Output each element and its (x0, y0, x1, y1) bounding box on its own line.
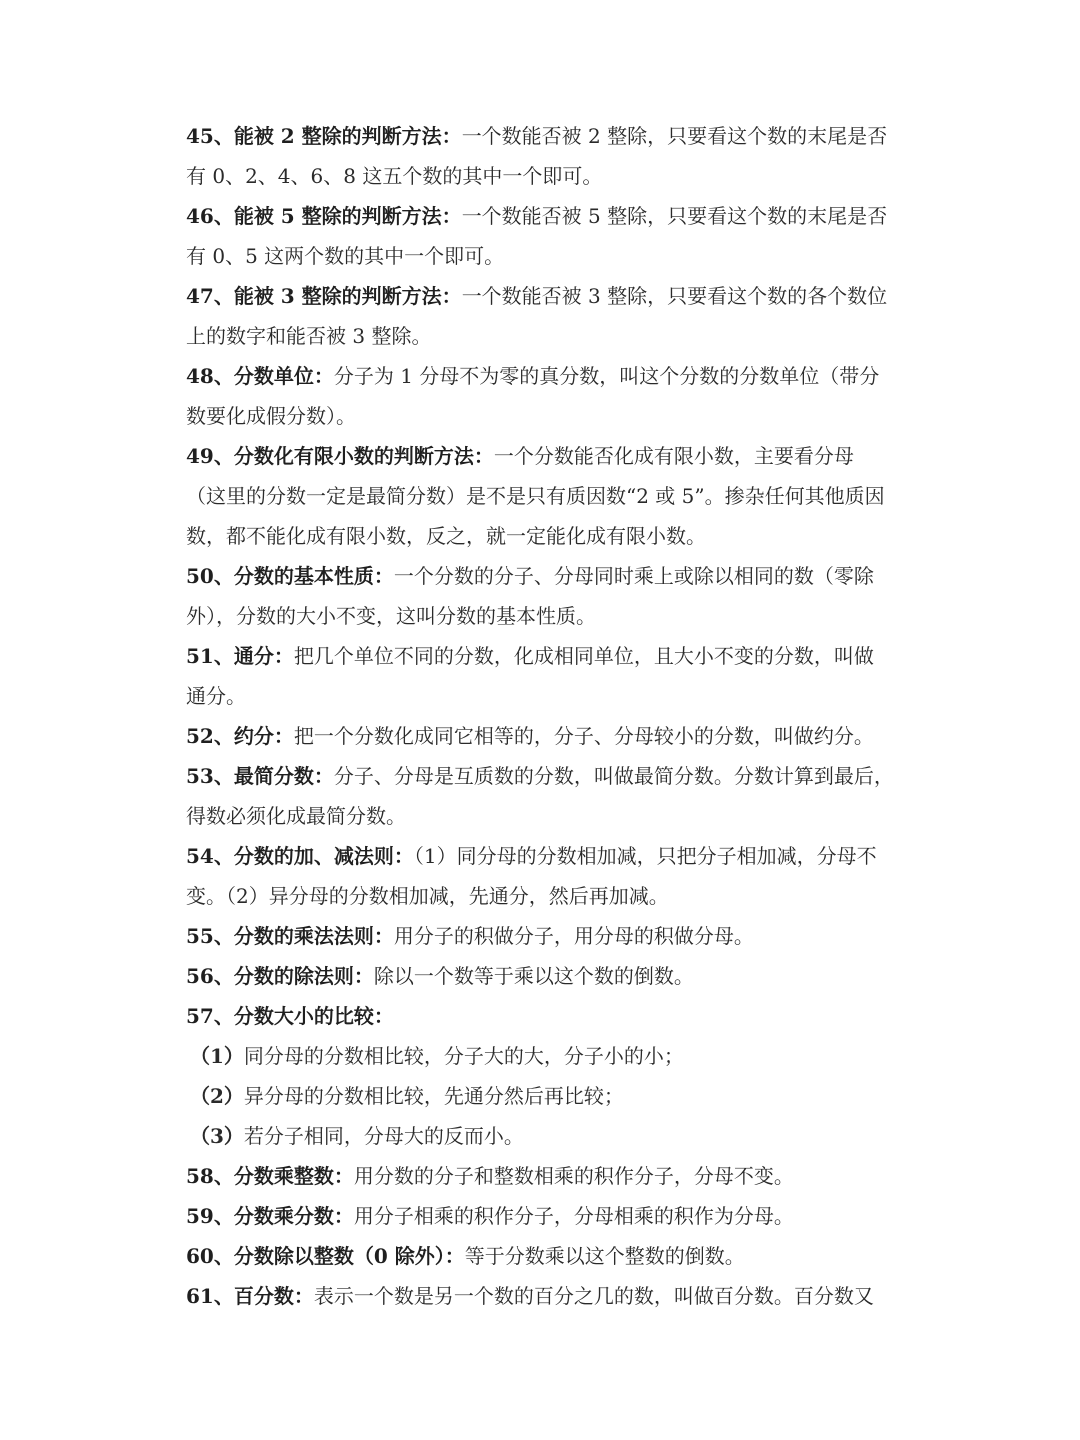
comparison-rule-2 (186, 1076, 896, 1116)
item-50-text: 一个分数的分子、分母同时乘上或除以相同的数（零除 (393, 564, 874, 588)
item-50-line-2: 外），分数的大小不变，这叫分数的基本性质。 (186, 604, 596, 628)
item-48-line-2: 数要化成假分数）。 (186, 404, 356, 428)
item-50-term: 50、分数的基本性质： (186, 564, 394, 588)
item-53-line-1 (186, 756, 896, 796)
item-46-line-1 (186, 196, 896, 236)
item-55-text: 用分子的积做分子，用分母的积做分母。 (393, 924, 754, 948)
item-59-text: 用分子相乘的积作分子，分母相乘的积作为分母。 (353, 1204, 794, 1228)
item-47-line-2: 上的数字和能否被 3 整除。 (186, 324, 432, 348)
item-45-term: 45、能被 2 整除的判断方法： (186, 124, 462, 148)
item-51-line-2: 通分。 (186, 684, 246, 708)
item-59-line-1 (186, 1196, 896, 1236)
item-47-term: 47、能被 3 整除的判断方法： (186, 284, 462, 308)
item-46-text: 一个数能否被 5 整除，只要看这个数的末尾是否 (461, 204, 888, 228)
item-57-line-1 (186, 996, 896, 1036)
item-53-line-2: 得数必须化成最简分数。 (186, 804, 406, 828)
item-53-term: 53、最简分数： (186, 764, 334, 788)
comparison-rule-1-num: （1） (190, 1044, 244, 1068)
item-46-term: 46、能被 5 整除的判断方法： (186, 204, 462, 228)
item-48-text: 分子为 1 分母不为零的真分数，叫这个分数的分数单位（带分 (333, 364, 880, 388)
item-48-term: 48、分数单位： (186, 364, 334, 388)
item-52-line-1 (186, 716, 896, 756)
item-51-line-1 (186, 636, 896, 676)
item-51-term: 51、通分： (186, 644, 294, 668)
item-49-text: 一个分数能否化成有限小数，主要看分母 (493, 444, 854, 468)
comparison-rule-2-text: 异分母的分数相比较，先通分然后再比较； (243, 1084, 624, 1108)
item-56-line-1 (186, 956, 896, 996)
item-58-line-1 (186, 1156, 896, 1196)
item-55-term: 55、分数的乘法法则： (186, 924, 394, 948)
item-49-line-1 (186, 436, 896, 476)
item-49-line-3: 数，都不能化成有限小数，反之，就一定能化成有限小数。 (186, 524, 706, 548)
item-53-text: 分子、分母是互质数的分数，叫做最简分数。分数计算到最后， (333, 764, 894, 788)
item-45-text: 一个数能否被 2 整除，只要看这个数的末尾是否 (461, 124, 888, 148)
item-60-text: 等于分数乘以这个整数的倒数。 (464, 1244, 745, 1268)
item-47-text: 一个数能否被 3 整除，只要看这个数的各个数位 (461, 284, 888, 308)
comparison-rule-3-text: 若分子相同，分母大的反而小。 (243, 1124, 524, 1148)
comparison-rule-1 (186, 1036, 896, 1076)
item-60-line-1 (186, 1236, 896, 1276)
item-54-line-1 (186, 836, 896, 876)
item-61-line-1 (186, 1276, 896, 1316)
item-55-line-1 (186, 916, 896, 956)
item-54-text: （1）同分母的分数相加减，只把分子相加减，分母不 (413, 844, 877, 868)
item-49-term: 49、分数化有限小数的判断方法： (186, 444, 494, 468)
item-47-line-1 (186, 276, 896, 316)
item-56-text: 除以一个数等于乘以这个数的倒数。 (373, 964, 694, 988)
item-45-line-1 (186, 116, 896, 156)
comparison-rule-1-text: 同分母的分数相比较，分子大的大，分子小的小； (243, 1044, 684, 1068)
item-58-term: 58、分数乘整数： (186, 1164, 354, 1188)
item-58-text: 用分数的分子和整数相乘的积作分子，分母不变。 (353, 1164, 794, 1188)
comparison-rule-3 (186, 1116, 896, 1156)
item-49-line-2: （这里的分数一定是最简分数）是不是只有质因数“2 或 5”。掺杂任何其他质因 (186, 484, 885, 508)
document-page (186, 116, 896, 1316)
item-46-line-2: 有 0、5 这两个数的其中一个即可。 (186, 244, 505, 268)
item-54-line-2: 变。（2）异分母的分数相加减，先通分，然后再加减。 (186, 884, 669, 908)
item-52-term: 52、约分： (186, 724, 294, 748)
comparison-rule-2-num: （2） (190, 1084, 244, 1108)
item-56-term: 56、分数的除法则： (186, 964, 374, 988)
item-45-line-2: 有 0、2、4、6、8 这五个数的其中一个即可。 (186, 164, 603, 188)
item-54-term: 54、分数的加、减法则： (186, 844, 414, 868)
item-60-term: 60、分数除以整数（0 除外）： (186, 1244, 465, 1268)
item-57-term: 57、分数大小的比较： (186, 1004, 394, 1028)
item-61-text: 表示一个数是另一个数的百分之几的数，叫做百分数。百分数又 (313, 1284, 874, 1308)
item-52-text: 把一个分数化成同它相等的，分子、分母较小的分数，叫做约分。 (293, 724, 874, 748)
item-59-term: 59、分数乘分数： (186, 1204, 354, 1228)
item-61-term: 61、百分数： (186, 1284, 314, 1308)
item-48-line-1 (186, 356, 896, 396)
item-50-line-1 (186, 556, 896, 596)
comparison-rule-3-num: （3） (190, 1124, 244, 1148)
item-51-text: 把几个单位不同的分数，化成相同单位，且大小不变的分数，叫做 (293, 644, 874, 668)
